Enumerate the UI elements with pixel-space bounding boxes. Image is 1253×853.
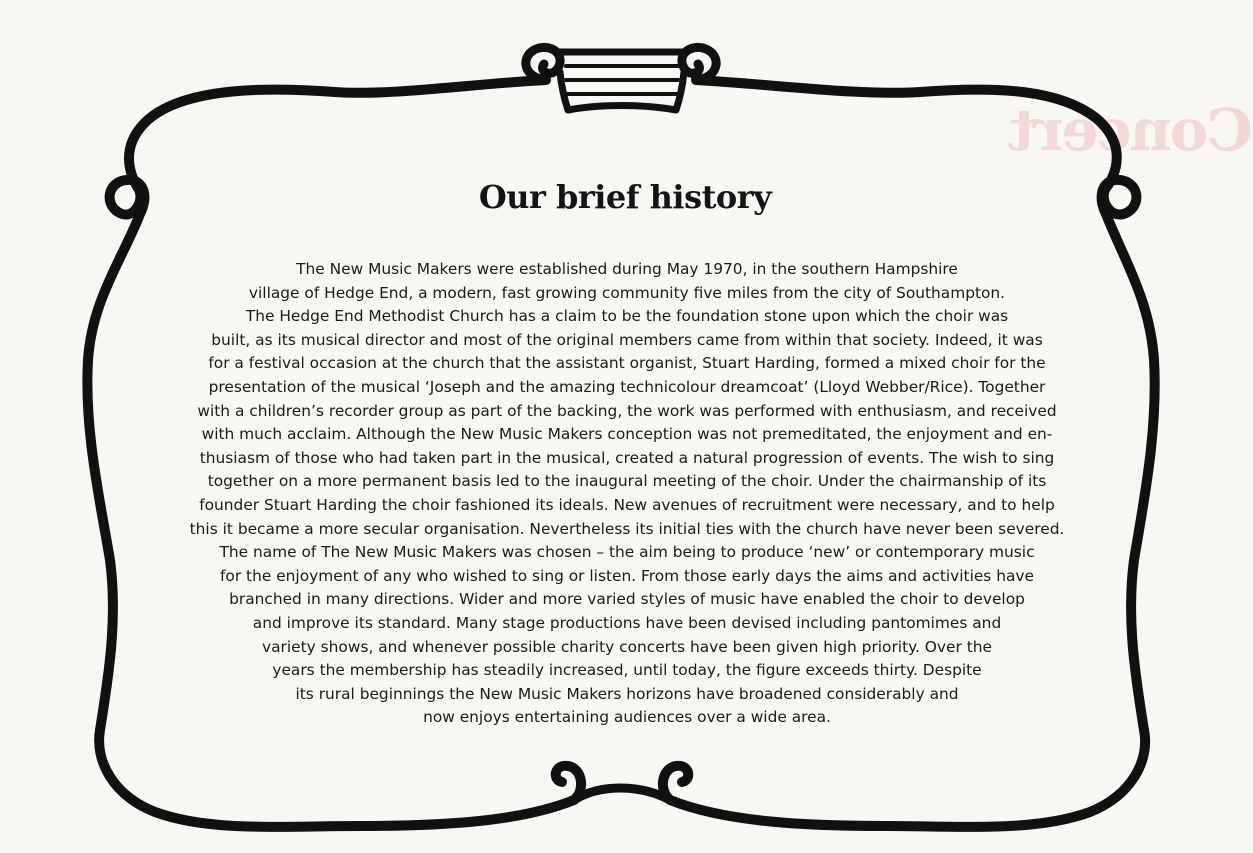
body-line: village of Hedge End, a modern, fast growing community five miles from the city of Southampton. [248, 283, 1006, 302]
body-line: The name of The New Music Makers was chosen – the aim being to produce ‘new’ or contemporary music [219, 543, 1035, 562]
body-line: and improve its standard. Many stage productions have been devised including pantomimes and [252, 613, 1002, 632]
body-line: now enjoys entertaining audiences over a wide area. [423, 708, 831, 727]
body-line: variety shows, and whenever possible charity concerts have been given high priority. Over the [262, 637, 992, 656]
body-line: together on a more permanent basis led to the inaugural meeting of the choir. Under the chairmanship of its [207, 472, 1047, 491]
body-line: for a festival occasion at the church that the assistant organist, Stuart Harding, formed a mixed choir for the [208, 354, 1046, 373]
body-line: built, as its musical director and most of the original members came from within that society. Indeed, it was [211, 330, 1043, 349]
body-line: years the membership has steadily increased, until today, the figure exceeds thirty. Despite [272, 661, 982, 680]
body-line: with a children’s recorder group as part of the backing, the work was performed with enthusiasm, and received [197, 401, 1057, 420]
page-title: Our brief history [478, 178, 772, 216]
body-line: presentation of the musical ‘Joseph and the amazing technicolour dreamcoat’ (Lloyd Webber/Rice). Together [208, 377, 1046, 396]
body-line: founder Stuart Harding the choir fashioned its ideals. New avenues of recruitment were necessary, and to help [199, 495, 1055, 514]
history-body-text [120, 258, 1134, 730]
body-line: The New Music Makers were established during May 1970, in the southern Hampshire [296, 260, 958, 278]
body-line: this it became a more secular organisation. Nevertheless its initial ties with the church have never been severed. [189, 519, 1065, 538]
show-through-text: Concert [1010, 96, 1253, 164]
body-line: with much acclaim. Although the New Music Makers conception was not premeditated, the enjoyment and en- [201, 425, 1053, 444]
body-line: The Hedge End Methodist Church has a claim to be the foundation stone upon which the choir was [245, 307, 1009, 326]
body-line: for the enjoyment of any who wished to sing or listen. From those early days the aims and activities have [220, 566, 1034, 585]
body-line: its rural beginnings the New Music Makers horizons have broadened considerably and [295, 684, 959, 703]
body-line: branched in many directions. Wider and more varied styles of music have enabled the choir to develop [229, 590, 1025, 609]
body-line: thusiasm of those who had taken part in the musical, created a natural progression of events. The wish to sing [199, 448, 1055, 467]
